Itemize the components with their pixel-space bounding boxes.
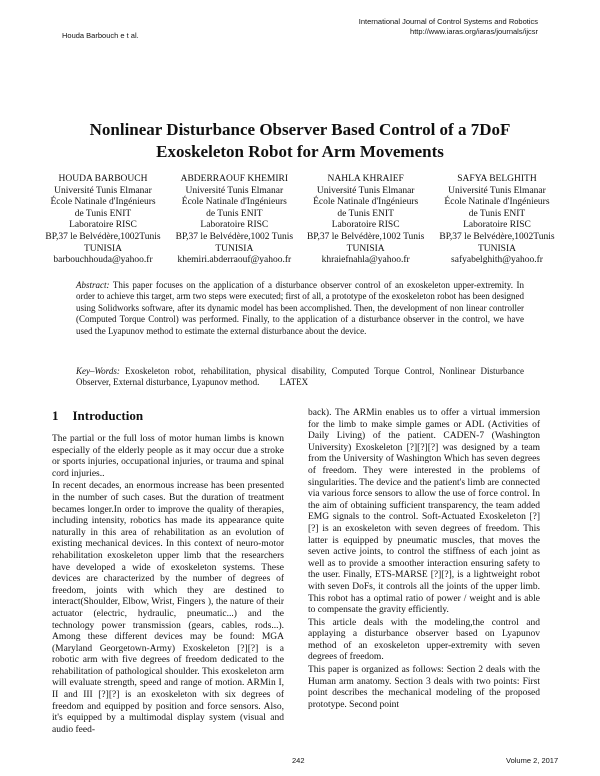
keywords-latex-tail: LATEX: [279, 377, 309, 388]
author-2: [169, 174, 299, 267]
author-affil: de Tunis ENIT: [206, 208, 263, 219]
volume-info: Volume 2, 2017: [506, 756, 559, 765]
author-country: TUNISIA: [84, 243, 122, 254]
paragraph: This paper is organized as follows: Section 2 deals with the Human arm anatomy. Section 3 deals with two points: First point describes the mechanical modeling of the proposed prototype. Second point: [308, 665, 540, 710]
keywords-label: Key–Words:: [76, 366, 120, 376]
paper-title-line2: Exoskeleton Robot for Arm Movements: [156, 142, 444, 161]
keywords-text: Exoskeleton robot, rehabilitation, physical disability, Computed Torque Control, Nonlinear Disturbance Observer, External disturbance, Lyapunov method.: [76, 366, 524, 388]
journal-name: International Journal of Control Systems and Robotics: [358, 17, 538, 26]
author-name: NAHLA KHRAIEF: [327, 174, 404, 184]
author-address: BP,37 le Belvédère,1002 Tunis: [175, 231, 294, 242]
journal-url[interactable]: http://www.iaras.org/iaras/journals/ijcsr: [410, 27, 538, 36]
author-affil: Laboratoire RISC: [331, 220, 400, 231]
keywords: [76, 366, 524, 389]
author-email[interactable]: khraiefnahla@yahoo.fr: [321, 255, 410, 266]
author-affil: Laboratoire RISC: [463, 220, 531, 231]
author-affil: École Natinale d'Ingénieurs: [444, 197, 550, 208]
author-name: HOUDA BARBOUCH: [58, 174, 148, 184]
paragraph: The partial or the full loss of motor human limbs is known especially of the elderly people as it may occur due a stroke or sports injuries, occupational injuries, or trauma and spinal cord injuries..: [52, 434, 284, 479]
author-affil: École Natinale d'Ingénieurs: [313, 197, 419, 208]
author-address: BP,37 le Belvédère,1002Tunis: [439, 231, 555, 242]
author-affil: de Tunis ENIT: [468, 208, 526, 219]
section-title: Introduction: [72, 408, 144, 423]
running-header-journal: [359, 17, 538, 37]
paper-title-line1: Nonlinear Disturbance Observer Based Control of a 7DoF: [89, 120, 511, 139]
author-country: TUNISIA: [477, 243, 516, 254]
section-number: 1: [52, 408, 59, 423]
author-name: SAFYA BELGHITH: [457, 174, 537, 184]
author-email[interactable]: khemiri.abderraouf@yahoo.fr: [177, 255, 292, 266]
abstract-label: Abstract:: [76, 280, 110, 290]
author-country: TUNISIA: [346, 243, 385, 254]
author-4: [432, 174, 562, 267]
author-email[interactable]: barbouchhouda@yahoo.fr: [53, 255, 153, 266]
author-affil: de Tunis ENIT: [74, 208, 132, 219]
author-affil: Laboratoire RISC: [200, 220, 269, 231]
author-affil: École Natinale d'Ingénieurs: [181, 197, 287, 208]
paragraph: In recent decades, an enormous increase has been presented in the number of such cases. But the duration of treatment becames longer.In order to improve the quality of therapies, including intensity, robotics has made its appearance quite naturally in this area of rehabilitation as an evolution of existing mechanical devices. In this context of neuro-motor rehabilitation exoskeleton upper limb that the researchers have developed a wide of exoskeleton systems. These devices are characterized by the number of degrees of freedom, joints with which they are destined to interact(Shoulder, Elbow, Wrist, Fingers ), the nature of their actuator (electric, hydraulic, pneumatic...) and the technology power transmission (gears, cables, rods...). Among these different devices may be found: MGA (Maryland Georgetown-Army) Exoskeleton [?][?] is a robotic arm with five degrees of freedom dedicated to the rehabilitation of pathological shoulder. This exoskeleton arm will evaluate strength, speed and range of motion. ARMin I, II and III [?][?] is an exoskeleton with six degrees of freedom and equipped by position and force sensors. Also, it's equipped by a multimodal display system (visual and audio feed-: [52, 481, 284, 735]
running-header-author: Houda Barbouch e t al.: [62, 31, 139, 40]
paper-title: [40, 119, 560, 163]
author-affil: Laboratoire RISC: [69, 220, 137, 231]
author-block: [38, 174, 562, 267]
author-address: BP,37 le Belvédère,1002Tunis: [45, 231, 161, 242]
author-affil: de Tunis ENIT: [337, 208, 394, 219]
author-1: [38, 174, 168, 267]
abstract-text: This paper focuses on the application of a disturbance observer control of an exoskeleton upper-extremity. In order to achieve this target, arm two steps were executed; first of all, a prototype of the exoskeleton robot has been designed using Solidworks software, after its dynamic model has been accomplished. Then, the development of non linear controller (Computed Torque Control) was performed. Finally, to the application of a disturbance observer in the control, we have used the Lyapunov method to estimate the external disturbance about the device.: [76, 280, 524, 336]
author-affil: École Natinale d'Ingénieurs: [50, 197, 156, 208]
author-address: BP,37 le Belvédère,1002 Tunis: [306, 231, 425, 242]
author-name: ABDERRAOUF KHEMIRI: [180, 174, 289, 184]
author-affil: Université Tunis Elmanar: [185, 185, 284, 196]
author-affil: Université Tunis Elmanar: [54, 185, 152, 196]
author-3: [301, 174, 431, 267]
author-email[interactable]: safyabelghith@yahoo.fr: [451, 255, 543, 266]
author-affil: Université Tunis Elmanar: [316, 185, 415, 196]
right-column: [308, 408, 540, 712]
abstract: [76, 280, 524, 337]
paragraph: This article deals with the modeling,the control and applaying a disturbance observer based on Lyapunov method of an exoskeleton upper-extremity with seven degrees of freedom.: [308, 617, 540, 663]
author-affil: Université Tunis Elmanar: [448, 185, 546, 196]
page-number: 242: [292, 756, 305, 765]
paragraph: back). The ARMin enables us to offer a virtual immersion for the limb to make simple games or ADL (Activities of Daily Living) of the patient. CADEN-7 (Washington University) Exoskeleton [?][?][?] was designed by a team from the University of Washington Which has seven degrees of freedom. They were interested in the problems of singularities. The device and the patient's limb are connected via various force sensors to allow the use of force control. In the aim of obtaining sufficient transparency, the team added EMG signals to the control. Soft-Actuated Exoskeleton [?][?] is an exoskeleton with seven degrees of freedom. This latter is equipped by pneumatic muscles, that moves the seven active joints, to control the stiffness of each joint as well as to provide a smoother interaction ensuring safety to the user. Finally, ETS-MARSE [?][?], is a lightweight robot with seven DoFs, it controls all the joints of the upper limb. This robot has a optimal ratio of power / weight and is able to compensate the gravity efficiently.: [308, 408, 540, 616]
author-country: TUNISIA: [215, 243, 254, 254]
left-column: [52, 434, 284, 737]
section-heading: [52, 408, 143, 424]
